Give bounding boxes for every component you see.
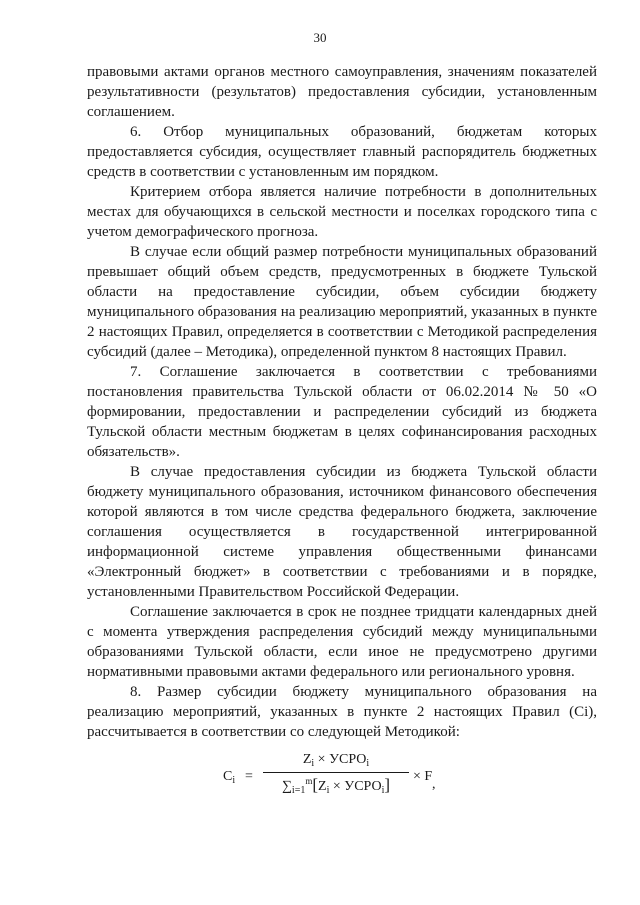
formula-fraction bbox=[263, 752, 409, 796]
subsidy-formula bbox=[223, 752, 463, 812]
fraction-bar bbox=[263, 772, 409, 773]
paragraph-1: правовыми актами органов местного самоуправления, значениям показателей результативности (результатов) предоставления субсидии, установленным соглашением. bbox=[87, 64, 597, 120]
formula-numerator: $Z_i$ × $УСРО_i$ bbox=[302, 752, 370, 769]
formula-denominator: $\sum_{i=1}^m[Z_i$ × $УСРО_i$] bbox=[281, 775, 391, 796]
formula-multiplier: × F bbox=[413, 769, 433, 784]
paragraph-item-7: 7. Соглашение заключается в соответствии с требованиями постановления правительства Тульской области от 06.02.2014 № 50 «О формировании, предоставлении и распределении субсидий из бюджета Тульской области местным бюджетам в целях софинансирования расходных обязательств». bbox=[87, 364, 597, 460]
paragraph-selection-criterion: Критерием отбора является наличие потребности в дополнительных местах для обучающихся в сельской местности и поселках городского типа с учетом демографического прогноза. bbox=[87, 184, 597, 240]
paragraph-agreement-deadline: Соглашение заключается в срок не позднее тридцати календарных дней с момента утверждения распределения субсидий между муниципальными образованиями Тульской области, если иное не предусмотрено другими нормативными правовыми актами федерального или регионального уровня. bbox=[87, 604, 597, 680]
formula-equals: = bbox=[245, 769, 253, 784]
document-body bbox=[87, 62, 597, 742]
paragraph-item-8: 8. Размер субсидии бюджету муниципального образования на реализацию мероприятий, указанных в пункте 2 настоящих Правил (Ci), рассчитывается в соответствии со следующей Методикой: bbox=[87, 684, 597, 740]
paragraph-excess-demand: В случае если общий размер потребности муниципальных образований превышает общий объем средств, предусмотренных в бюджете Тульской области на предоставление субсидии, объем субсидии бюджету муниципального образования на реализацию мероприятий, указанных в пункте 2 настоящих Правил, определяется в соответствии с Методикой распределения субсидий (далее – Методика), определенной пунктом 8 настоящих Правил. bbox=[87, 244, 597, 360]
formula-comma: , bbox=[432, 777, 436, 792]
paragraph-federal-funds: В случае предоставления субсидии из бюджета Тульской области бюджету муниципального образования, источником финансового обеспечения которой являются в том числе средства федерального бюджета, заключение соглашения осуществляется в государственной интегрированной информационной системе управления общественными финансами «Электронный бюджет» в соответствии с требованиями и в порядке, установленными Правительством Российской Федерации. bbox=[87, 464, 597, 600]
page-number: 30 bbox=[313, 30, 327, 45]
paragraph-item-6: 6. Отбор муниципальных образований, бюджетам которых предоставляется субсидия, осуществляет главный распорядитель бюджетных средств в соответствии с установленным им порядком. bbox=[87, 124, 597, 180]
formula-lhs: $C_i$ bbox=[223, 769, 236, 786]
